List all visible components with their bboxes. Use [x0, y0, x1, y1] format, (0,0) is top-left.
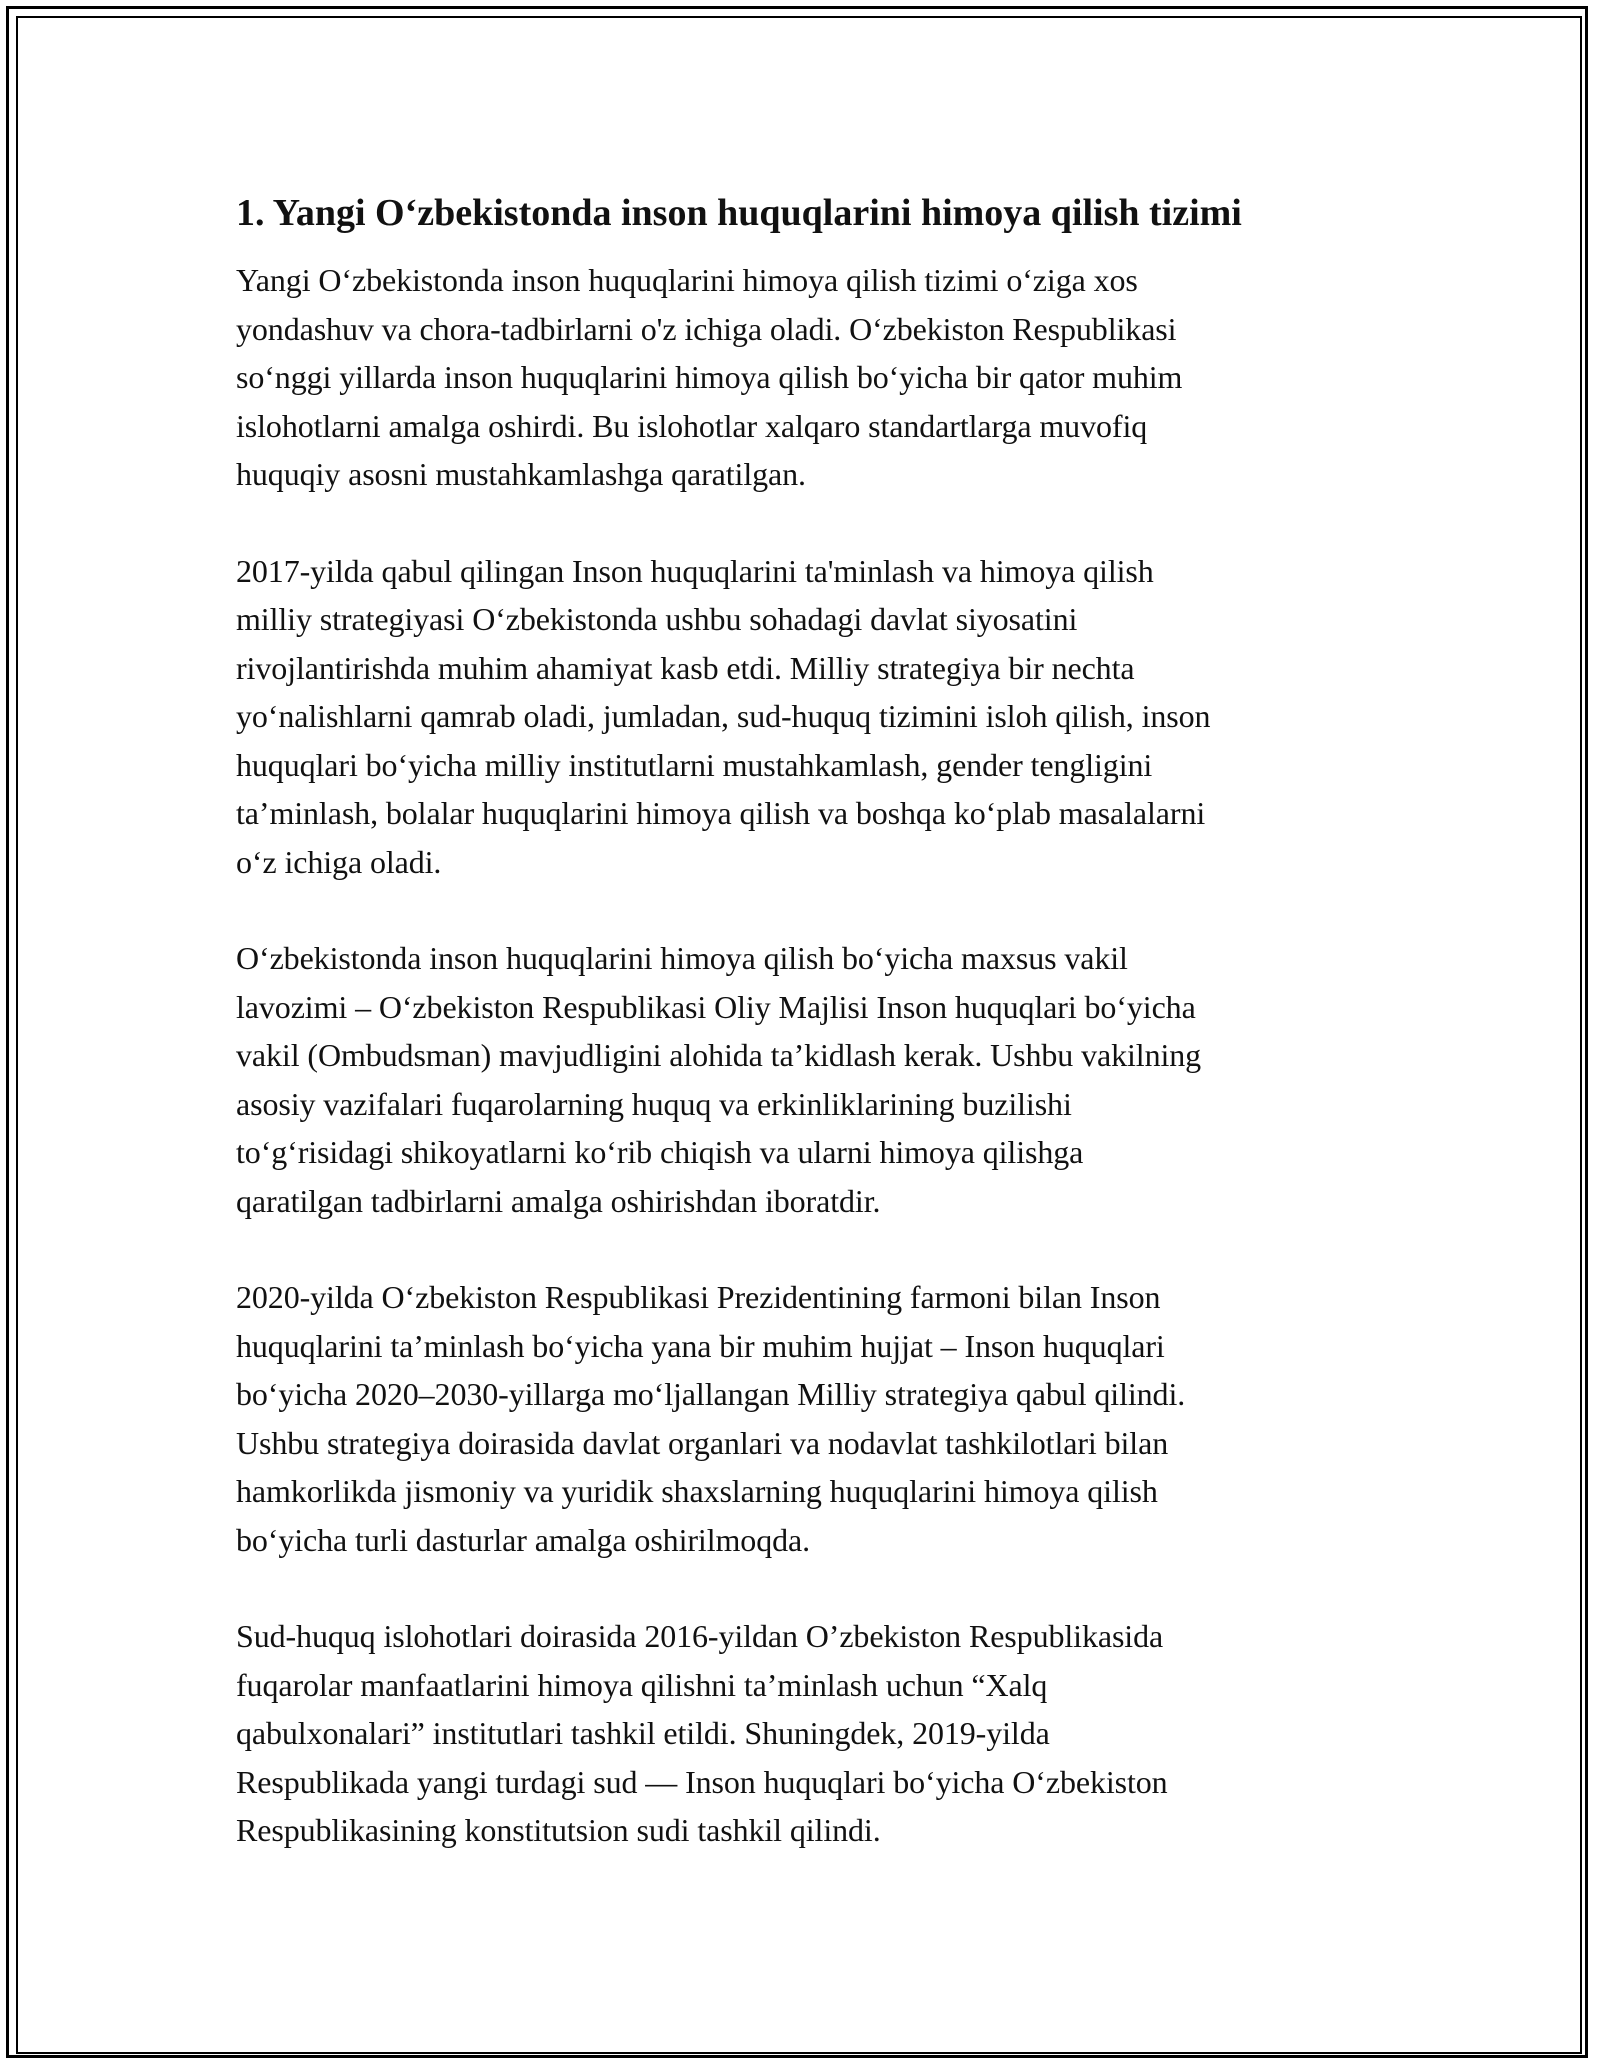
paragraph-line: o‘z ichiga oladi. — [236, 843, 442, 880]
paragraph-line: Sud-huquq islohotlari doirasida 2016-yildan O’zbekiston Respublikasida — [236, 1618, 1164, 1654]
paragraph-3 — [236, 934, 1366, 1225]
paragraph-2 — [236, 547, 1366, 887]
paragraph-line: ta’minlash, bolalar huquqlarini himoya qilish va boshqa ko‘plab masalalarni — [236, 795, 1206, 831]
paragraph-line: Respublikada yangi turdagi sud — Inson huquqlari bo‘yicha O‘zbekiston — [236, 1763, 1168, 1800]
paragraph-line: rivojlantirishda muhim ahamiyat kasb etdi. Milliy strategiya bir nechta — [236, 649, 1135, 686]
paragraph-line: to‘g‘risidagi shikoyatlarni ko‘rib chiqish va ularni himoya qilishga — [236, 1134, 1084, 1170]
paragraph-line: huquqlari bo‘yicha milliy institutlarni mustahkamlash, gender tengligini — [236, 746, 1153, 783]
paragraph-line: Yangi O‘zbekistonda inson huquqlarini himoya qilish tizimi o‘ziga xos — [236, 262, 1138, 298]
paragraph-line: asosiy vazifalari fuqarolarning huquq va erkinliklarining buzilishi — [236, 1085, 1072, 1122]
paragraph-line: qabulxonalari” institutlari tashkil etildi. Shuningdek, 2019-yilda — [236, 1715, 1050, 1751]
paragraph-line: 2020-yilda O‘zbekiston Respublikasi Prezidentining farmoni bilan Inson — [236, 1279, 1161, 1315]
paragraph-line: huquqiy asosni mustahkamlashga qaratilgan. — [236, 456, 806, 492]
paragraph-line: islohotlarni amalga oshirdi. Bu islohotlar xalqaro standartlarga muvofiq — [236, 407, 1148, 444]
paragraph-line: huquqlarini ta’minlash bo‘yicha yana bir muhim hujjat – Inson huquqlari — [236, 1327, 1165, 1364]
paragraph-line: Respublikasining konstitutsion sudi tashkil qilindi. — [236, 1812, 881, 1848]
paragraph-line: 2017-yilda qabul qilingan Inson huquqlarini ta'minlash va himoya qilish — [236, 552, 1154, 589]
paragraph-line: bo‘yicha 2020–2030-yillarga mo‘ljallangan Milliy strategiya qabul qilindi. — [236, 1376, 1186, 1412]
paragraph-line: vakil (Ombudsman) mavjudligini alohida ta’kidlash kerak. Ushbu vakilning — [236, 1037, 1202, 1073]
paragraph-line: yo‘nalishlarni qamrab oladi, jumladan, sud-huquq tizimini isloh qilish, inson — [236, 698, 1211, 734]
document-body — [236, 186, 1366, 1903]
section-title: 1. Yangi O‘zbekistonda inson huquqlarini himoya qilish tizimi — [236, 192, 1242, 234]
paragraph-line: fuqarolar manfaatlarini himoya qilishni ta’minlash uchun “Xalq — [236, 1666, 1048, 1703]
paragraph-5 — [236, 1612, 1366, 1855]
paragraph-line: O‘zbekistonda inson huquqlarini himoya qilish bo‘yicha maxsus vakil — [236, 940, 1128, 976]
paragraph-line: yondashuv va chora-tadbirlarni o'z ichiga oladi. O‘zbekiston Respublikasi — [236, 310, 1177, 347]
paragraph-line: lavozimi – O‘zbekiston Respublikasi Oliy Majlisi Inson huquqlari bo‘yicha — [236, 988, 1196, 1025]
paragraph-line: so‘nggi yillarda inson huquqlarini himoya qilish bo‘yicha bir qator muhim — [236, 359, 1183, 395]
paragraph-1 — [236, 256, 1366, 499]
paragraph-4 — [236, 1273, 1366, 1564]
paragraph-line: hamkorlikda jismoniy va yuridik shaxslarning huquqlarini himoya qilish — [236, 1473, 1158, 1509]
paragraph-line: milliy strategiyasi O‘zbekistonda ushbu sohadagi davlat siyosatini — [236, 601, 1078, 637]
paragraph-line: Ushbu strategiya doirasida davlat organlari va nodavlat tashkilotlari bilan — [236, 1424, 1169, 1461]
paragraph-line: bo‘yicha turli dasturlar amalga oshirilmoqda. — [236, 1521, 811, 1558]
paragraph-line: qaratilgan tadbirlarni amalga oshirishdan iboratdir. — [236, 1182, 881, 1219]
